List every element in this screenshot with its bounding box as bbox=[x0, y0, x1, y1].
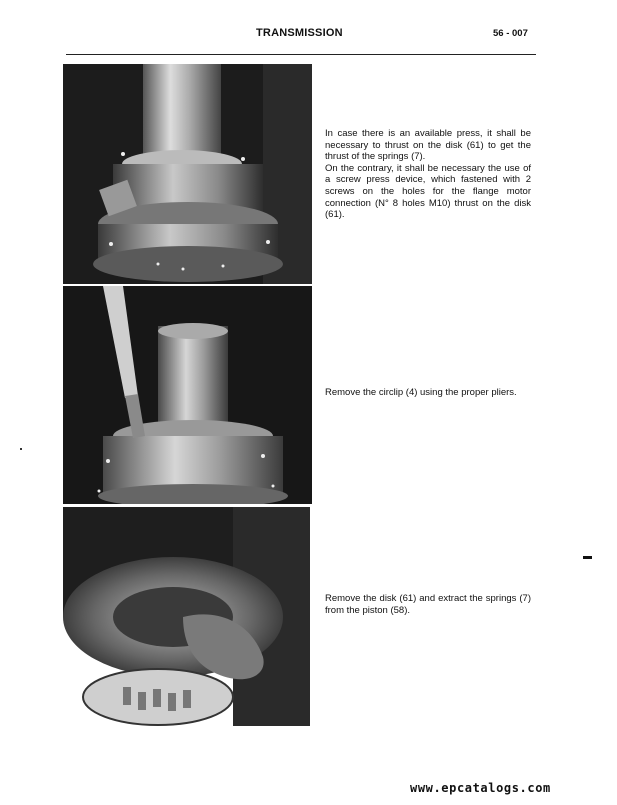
instruction-text: In case there is an available press, it shall be necessary to thrust on the disk (61) to get the thrust of the springs (7). bbox=[325, 128, 531, 163]
photo-press-thrust-disk bbox=[63, 64, 312, 284]
footer-website-link[interactable]: www.epcatalogs.com bbox=[410, 781, 551, 795]
margin-mark bbox=[583, 556, 592, 559]
photo-remove-disk-springs bbox=[63, 507, 310, 726]
instruction-text: On the contrary, it shall be necessary the use of a screw press device, which fastened with 2 screws on the holes for the flange motor connection (N° 8 holes M10) thrust on the disk (61). bbox=[325, 162, 531, 221]
instruction-step-1 bbox=[325, 128, 531, 221]
instruction-text: Remove the disk (61) and extract the springs (7) from the piston (58). bbox=[325, 593, 531, 616]
instruction-step-2 bbox=[325, 387, 531, 399]
page-number: 56 - 007 bbox=[493, 28, 528, 39]
photo-remove-circlip bbox=[63, 286, 312, 504]
instruction-step-3 bbox=[325, 593, 531, 616]
header-divider bbox=[66, 54, 536, 55]
scan-speck bbox=[20, 448, 22, 450]
instruction-text: Remove the circlip (4) using the proper pliers. bbox=[325, 387, 517, 398]
section-title: TRANSMISSION bbox=[256, 27, 343, 39]
